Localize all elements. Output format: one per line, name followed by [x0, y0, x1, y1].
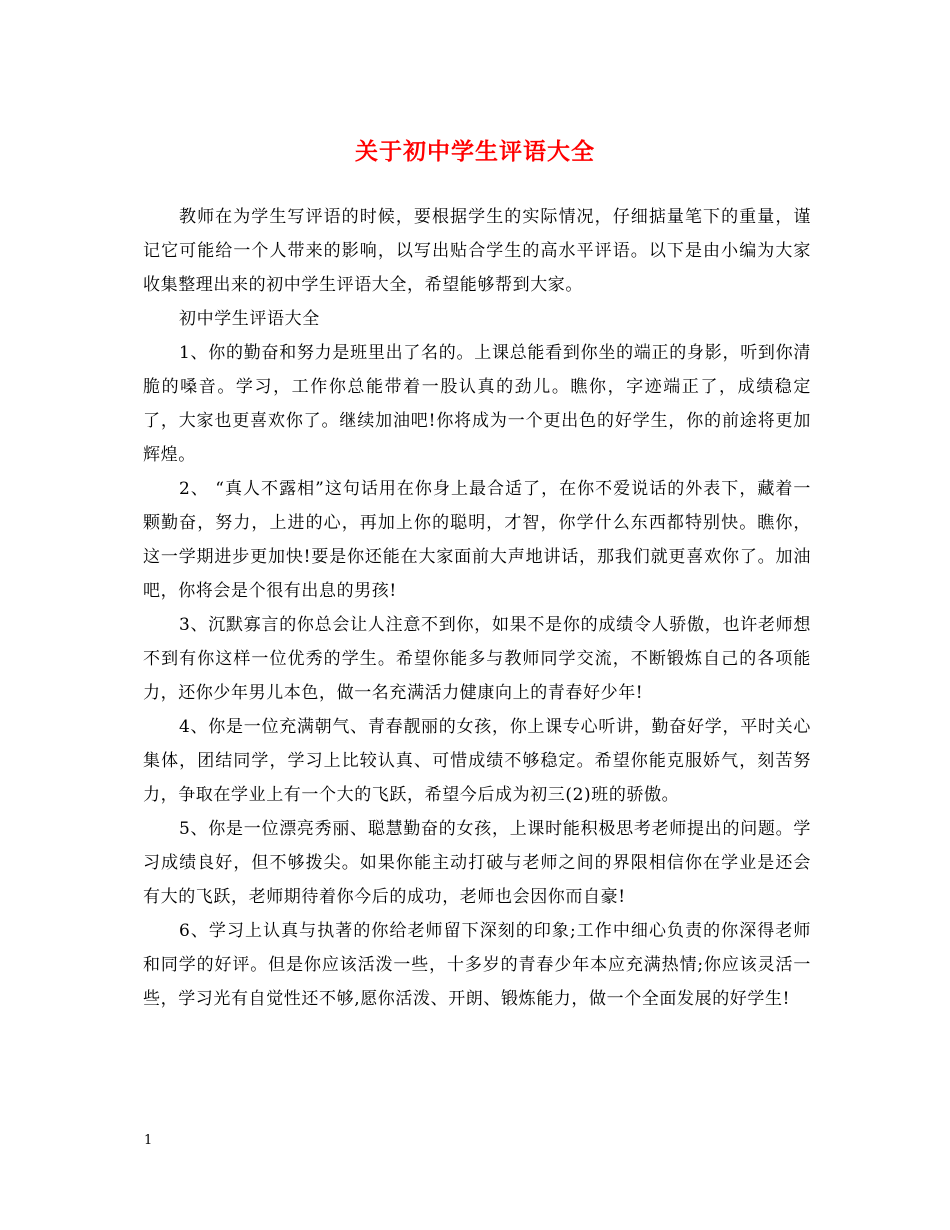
comment-paragraph-1: 1、你的勤奋和努力是班里出了名的。上课总能看到你坐的端正的身影，听到你清脆的嗓音。学习，工作你总能带着一股认真的劲儿。瞧你，字迹端正了，成绩稳定了，大家也更喜欢你了。继续加油吧!你将成为一个更出色的好学生，你的前途将更加辉煌。: [143, 343, 811, 465]
comment-paragraph-4: 4、你是一位充满朝气、青春靓丽的女孩，你上课专心听讲，勤奋好学，平时关心集体，团结同学，学习上比较认真、可惜成绩不够稳定。希望你能克服娇气，刻苦努力，争取在学业上有一个大的飞跃，希望今后成为初三(2)班的骄傲。: [143, 717, 811, 805]
intro-paragraph: 教师在为学生写评语的时候，要根据学生的实际情况，仔细掂量笔下的重量，谨记它可能给一个人带来的影响，以写出贴合学生的高水平评语。以下是由小编为大家收集整理出来的初中学生评语大全，希望能够帮到大家。: [143, 207, 811, 295]
comment-paragraph-6: 6、学习上认真与执著的你给老师留下深刻的印象;工作中细心负责的你深得老师和同学的好评。但是你应该活泼一些，十多岁的青春少年本应充满热情;你应该灵活一些，学习光有自觉性还不够,愿你活泼、开朗、锻炼能力，做一个全面发展的好学生!: [143, 921, 811, 1009]
document-body: [143, 200, 811, 1016]
comment-paragraph-5: 5、你是一位漂亮秀丽、聪慧勤奋的女孩，上课时能积极思考老师提出的问题。学习成绩良好，但不够拨尖。如果你能主动打破与老师之间的界限相信你在学业是还会有大的飞跃，老师期待着你今后的成功，老师也会因你而自豪!: [143, 819, 811, 907]
section-heading: 初中学生评语大全: [179, 309, 320, 329]
comment-paragraph-3: 3、沉默寡言的你总会让人注意不到你，如果不是你的成绩令人骄傲，也许老师想不到有你这样一位优秀的学生。希望你能多与教师同学交流，不断锻炼自己的各项能力，还你少年男儿本色，做一名充满活力健康向上的青春好少年!: [143, 615, 811, 703]
page-number: 1: [144, 1133, 153, 1148]
page-title: 关于初中学生评语大全: [355, 138, 595, 165]
comment-paragraph-2: 2、 “真人不露相”这句话用在你身上最合适了，在你不爱说话的外表下，藏着一颗勤奋，努力，上进的心，再加上你的聪明，才智，你学什么东西都特别快。瞧你，这一学期进步更加快!要是你还能在大家面前大声地讲话，那我们就更喜欢你了。加油吧，你将会是个很有出息的男孩!: [143, 479, 811, 601]
